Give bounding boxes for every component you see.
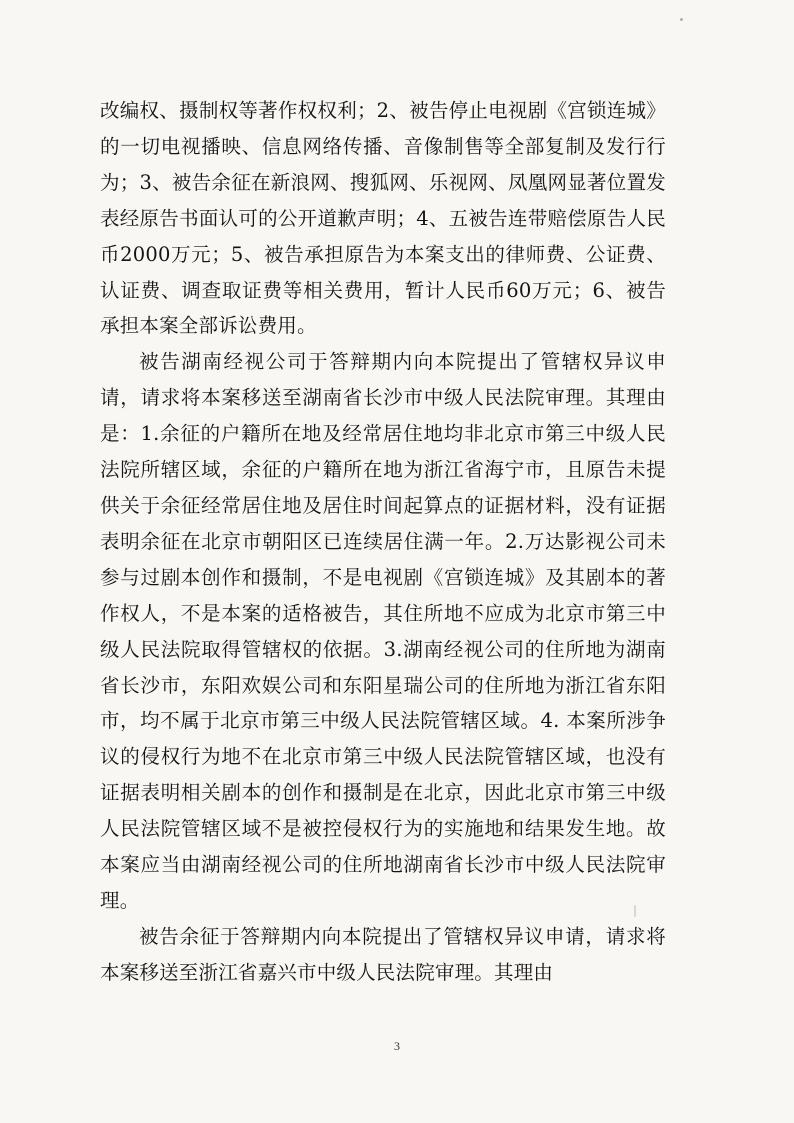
paragraph-hunan-objection: 被告湖南经视公司于答辩期内向本院提出了管辖权异议申请，请求将本案移送至湖南省长沙市中级人民法院审理。其理由是：1.余征的户籍所在地及经常居住地均非北京市第三中级人民法院所辖区域，余征的户籍所在地为浙江省海宁市，且原告未提供关于余征经常居住地及居住时间起算点的证据材料，没有证据表明余征在北京市朝阳区已连续居住满一年。2.万达影视公司未参与过剧本创作和摄制，不是电视剧《宫锁连城》及其剧本的著作权人，不是本案的适格被告，其住所地不应成为北京市第三中级人民法院取得管辖权的依据。3.湖南经视公司的住所地为湖南省长沙市，东阳欢娱公司和东阳星瑞公司的住所地为浙江省东阳市，均不属于北京市第三中级人民法院管辖区域。4. 本案所涉争议的侵权行为地不在北京市第三中级人民法院管辖区域，也没有证据表明相关剧本的创作和摄制是在北京，因此北京市第三中级人民法院管辖区域不是被控侵权行为的实施地和结果发生地。故本案应当由湖南经视公司的住所地湖南省长沙市中级人民法院审理。 xyxy=(100,350,666,912)
page-number: 3 xyxy=(394,1039,400,1053)
paragraph-yuzheng-objection: 被告余征于答辩期内向本院提出了管辖权异议申请，请求将本案移送至浙江省嘉兴市中级人民法院审理。其理由 xyxy=(100,924,666,984)
paragraph-continuation: 改编权、摄制权等著作权权利；2、被告停止电视剧《宫锁连城》的一切电视播映、信息网络传播、音像制售等全部复制及发行行为；3、被告余征在新浪网、搜狐网、乐视网、凤凰网显著位置发表经原告书面认可的公开道歉声明；4、五被告连带赔偿原告人民币2000万元；5、被告承担原告为本案支出的律师费、公证费、认证费、调查取证费等相关费用，暂计人民币60万元；6、被告承担本案全部诉讼费用。 xyxy=(100,99,666,338)
document-body xyxy=(100,93,666,991)
scan-speck xyxy=(680,18,683,21)
